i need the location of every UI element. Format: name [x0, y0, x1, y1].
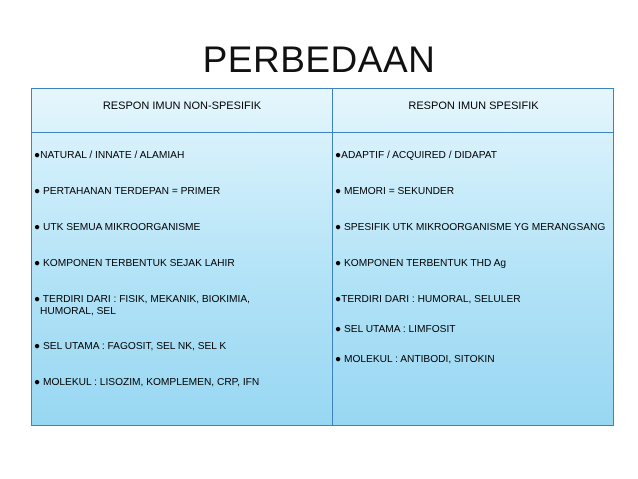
- list-item: ● KOMPONEN TERBENTUK THD Ag: [335, 258, 507, 269]
- non-specific-column: [34, 150, 326, 413]
- list-item: ●NATURAL / INNATE / ALAMIAH: [34, 150, 185, 161]
- specific-column: [335, 150, 613, 390]
- header-specific: RESPON IMUN SPESIFIK: [408, 100, 539, 112]
- list-item: ● PERTAHANAN TERDEPAN = PRIMER: [34, 186, 221, 197]
- list-item: ●TERDIRI DARI : HUMORAL, SELULER: [335, 294, 521, 305]
- header-non-specific: RESPON IMUN NON-SPESIFIK: [102, 100, 262, 112]
- list-item: ●ADAPTIF / ACQUIRED / DIDAPAT: [335, 150, 498, 161]
- list-item: ● UTK SEMUA MIKROORGANISME: [34, 222, 201, 233]
- list-item: ● MEMORI = SEKUNDER: [335, 186, 455, 197]
- slide-title: PERBEDAAN: [202, 39, 436, 80]
- list-item: ● SEL UTAMA : LIMFOSIT: [335, 324, 456, 335]
- list-item: ● KOMPONEN TERBENTUK SEJAK LAHIR: [34, 258, 235, 269]
- comparison-table: [31, 88, 614, 426]
- list-item: ● SEL UTAMA : FAGOSIT, SEL NK, SEL K: [34, 341, 227, 352]
- column-divider: [332, 89, 333, 425]
- list-item: ● MOLEKUL : ANTIBODI, SITOKIN: [335, 354, 495, 365]
- table-header-row: [32, 89, 613, 133]
- list-item: ● TERDIRI DARI : FISIK, MEKANIK, BIOKIMIA, HUMORAL, SEL: [34, 294, 250, 317]
- list-item: ● SPESIFIK UTK MIKROORGANISME YG MERANGSANG: [335, 222, 606, 233]
- list-item: ● MOLEKUL : LISOZIM, KOMPLEMEN, CRP, IFN: [34, 377, 260, 388]
